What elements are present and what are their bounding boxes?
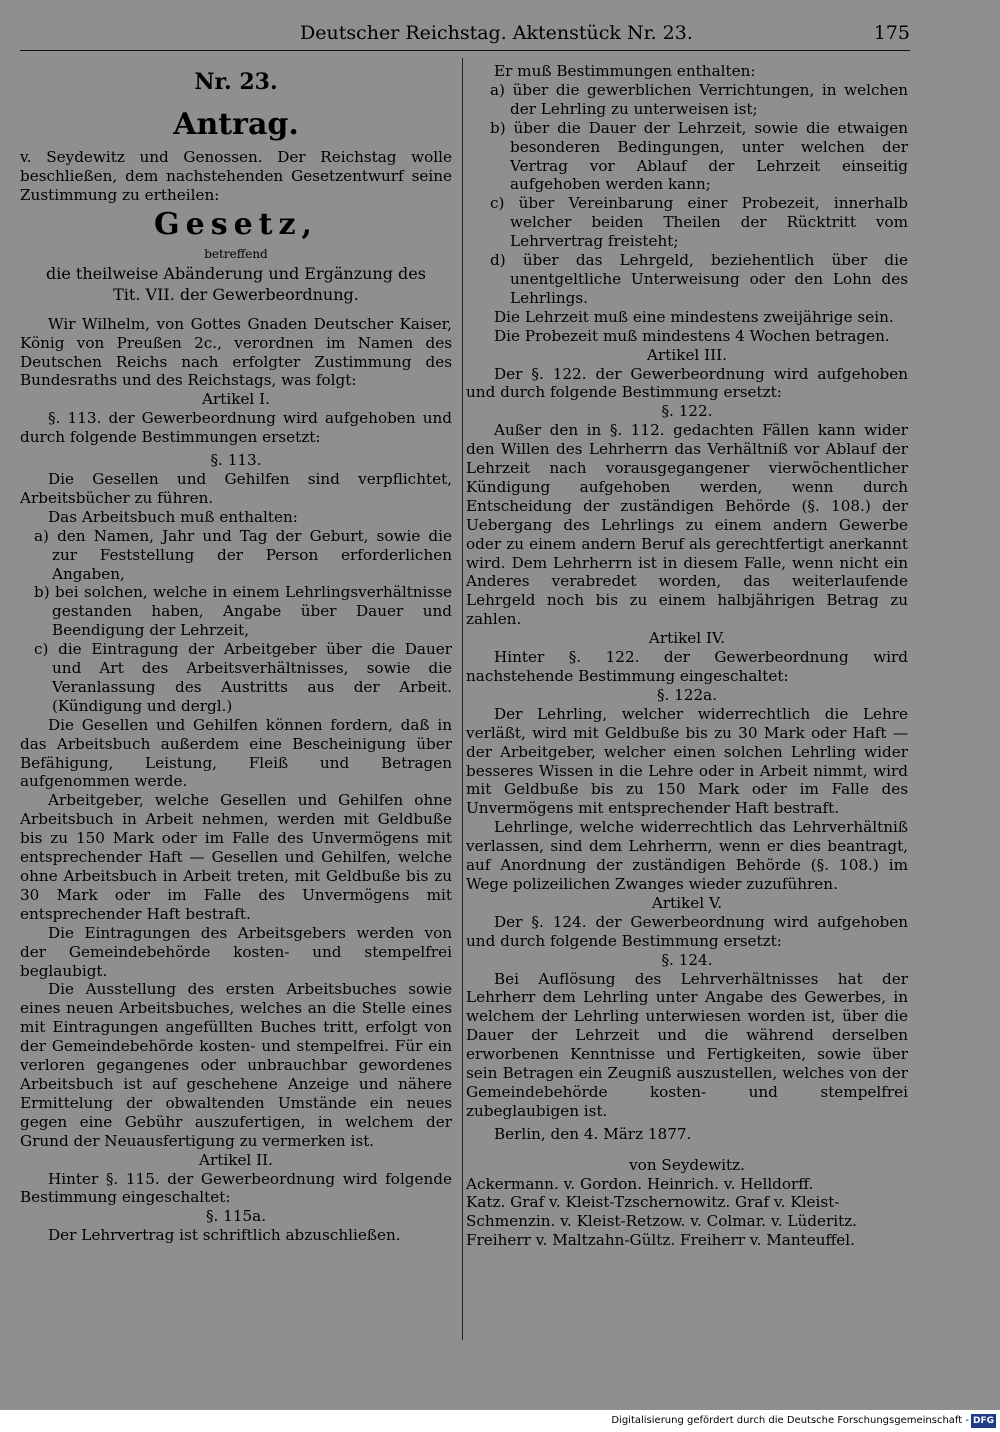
- requirement-a: a) über die gewerblichen Verrichtungen, in welchen der Lehrling zu unterweisen ist;: [490, 80, 908, 118]
- requirement-b: b) über die Dauer der Lehrzeit, sowie die etwaigen besonderen Bedingungen, unter welchen der Vertrag vor Ablauf der Lehrzeit einseitig aufgehoben werden kann;: [490, 118, 908, 194]
- section-113-para-2: Das Arbeitsbuch muß enthalten:: [48, 507, 298, 526]
- section-113-item-c: c) die Eintragung der Arbeitgeber über die Dauer und Art des Arbeitsverhältnisses, sowie die Veranlassung des Austritts aus der Arbeit. (Kündigung und dergl.): [34, 640, 452, 715]
- article-2-text: Hinter §. 115. der Gewerbeordnung wird folgende Bestimmung eingeschaltet:: [20, 1169, 452, 1207]
- article-4-text: Hinter §. 122. der Gewerbeordnung wird nachstehende Bestimmung eingeschaltet:: [466, 648, 908, 685]
- article-1-text: §. 113. der Gewerbeordnung wird aufgehoben und durch folgende Bestimmungen ersetzt:: [20, 409, 452, 447]
- section-122a-heading: §. 122a.: [656, 685, 718, 704]
- column-divider: [462, 58, 463, 1340]
- signature-line-3: Schmenzin. v. Kleist-Retzow. v. Colmar. v. Lüderitz.: [466, 1212, 858, 1231]
- document-number: Nr. 23.: [194, 69, 278, 95]
- section-124-heading: §. 124.: [661, 950, 713, 969]
- section-113-heading: §. 113.: [210, 451, 262, 470]
- section-122-heading: §. 122.: [661, 402, 713, 421]
- preamble: Wir Wilhelm, von Gottes Gnaden Deutscher Kaiser, König von Preußen 2c., verordnen im Namen des Deutschen Reichs nach erfolgter Zustimmung des Bundesraths und des Reichstags, was folgt:: [20, 314, 452, 390]
- signature-line-2: Katz. Graf v. Kleist-Tzschernowitz. Graf v. Kleist-: [466, 1193, 840, 1212]
- section-115a-text: Der Lehrvertrag ist schriftlich abzuschließen.: [48, 1226, 401, 1245]
- requirement-c: c) über Vereinbarung einer Probezeit, innerhalb welcher beiden Theilen der Rücktritt vom Lehrvertrag freisteht;: [490, 194, 908, 251]
- article-3-heading: Artikel III.: [647, 345, 727, 364]
- section-122-text: Außer den in §. 112. gedachten Fällen kann wider den Willen des Lehrherrn das Verhältniß vor Ablauf der Lehrzeit nach vorausgegangener vierwöchentlicher Kündigung aufgehoben werden, wenn durch Entscheidung der zuständigen Behörde (§. 108.) der Uebergang des Lehrlings zu einem andern Gewerbe oder zu einem andern Beruf als gerechtfertigt anerkannt wird. Dem Lehrherrn ist in diesem Falle, wenn nicht ein Anderes verabredet worden, das weiterlaufende Lehrgeld noch bis zu einem halbjährigen Betrag zu zahlen.: [466, 421, 908, 629]
- gesetz-title: Gesetz,: [153, 206, 319, 242]
- probation-duration: Die Probezeit muß mindestens 4 Wochen betragen.: [494, 326, 890, 345]
- section-115a-heading: §. 115a.: [205, 1207, 267, 1226]
- page-header: [300, 22, 910, 50]
- requirement-d: d) über das Lehrgeld, beziehentlich über die unentgeltliche Unterweisung oder den Lohn des Lehrlings.: [490, 251, 908, 307]
- law-subject: die theilweise Abänderung und Ergänzung des Tit. VII. der Gewerbeordnung.: [46, 263, 426, 304]
- lead-signer: von Seydewitz.: [629, 1155, 745, 1174]
- section-113-para-5: Die Eintragungen des Arbeitsgebers werden von der Gemeindebehörde kosten- und stempelfrei beglaubigt.: [20, 923, 452, 980]
- left-column: [20, 62, 452, 1245]
- section-122a-para-2: Lehrlinge, welche widerrechtlich das Lehrverhältniß verlassen, sind dem Lehrherrn, wenn er dies beantragt, auf Anordnung der zuständigen Behörde (§. 108.) im Wege polizeilichen Zwanges wieder zuzuführen.: [466, 818, 908, 893]
- section-122a-para-1: Der Lehrling, welcher widerrechtlich die Lehre verläßt, wird mit Geldbuße bis zu 30 Mark oder Haft — der Arbeitgeber, welcher einen solchen Lehrling wider besseres Wissen in die Lehre oder in Arbeit nimmt, wird mit Geldbuße bis zu 150 Mark oder im Falle des Unvermögens mit entsprechender Haft bestraft.: [466, 704, 908, 818]
- betreffend-label: betreffend: [204, 246, 268, 261]
- article-1-heading: Artikel I.: [202, 390, 270, 409]
- signature-line-1: Ackermann. v. Gordon. Heinrich. v. Helldorff.: [466, 1174, 814, 1193]
- section-113-item-a: a) den Namen, Jahr und Tag der Geburt, sowie die zur Feststellung der Person erforderlichen Angaben,: [34, 526, 452, 583]
- article-3-text: Der §. 122. der Gewerbeordnung wird aufgehoben und durch folgende Bestimmung ersetzt:: [466, 364, 908, 402]
- document-heading: Antrag.: [173, 107, 299, 142]
- article-2-heading: Artikel II.: [199, 1150, 273, 1169]
- header-title: Deutscher Reichstag. Aktenstück Nr. 23.: [300, 22, 693, 44]
- section-113-para-6: Die Ausstellung des ersten Arbeitsbuches sowie eines neuen Arbeitsbuches, welches an die Stelle eines mit Eintragungen angefüllten Buches tritt, erfolgt von der Gemeindebehörde kosten- und stempelfrei. Für ein verloren gegangenes oder unbrauchbar gewordenes Arbeitsbuch ist auf geschehene Anzeige und nähere Ermittelung der obwaltenden Umstände ein neues gegen eine Gebühr auszufertigen, in welchem der Grund der Neuausfertigung zu vermerken ist.: [20, 980, 452, 1150]
- date-line: Berlin, den 4. März 1877.: [494, 1124, 692, 1143]
- article-5-text: Der §. 124. der Gewerbeordnung wird aufgehoben und durch folgende Bestimmung ersetzt:: [466, 912, 908, 950]
- article-5-heading: Artikel V.: [651, 893, 723, 912]
- article-4-heading: Artikel IV.: [648, 629, 726, 648]
- section-124-text: Bei Auflösung des Lehrverhältnisses hat der Lehrherr dem Lehrling unter Angabe des Gewerbes, in welchem der Lehrling unterwiesen worden ist, über die Dauer der Lehrzeit und die während derselben erworbenen Kenntnisse und Fertigkeiten, sowie über sein Betragen ein Zeugniß auszustellen, welches von der Gemeindebehörde kosten- und stempelfrei zubeglaubigen ist.: [466, 969, 908, 1120]
- header-rule: [20, 50, 910, 51]
- apprenticeship-duration: Die Lehrzeit muß eine mindestens zweijährige sein.: [494, 307, 894, 326]
- contract-requirements: Er muß Bestimmungen enthalten:: [494, 62, 756, 80]
- intro-paragraph: v. Seydewitz und Genossen. Der Reichstag wolle beschließen, dem nachstehenden Gesetzentwurf seine Zustimmung zu ertheilen:: [20, 148, 452, 204]
- section-113-para-4: Arbeitgeber, welche Gesellen und Gehilfen ohne Arbeitsbuch in Arbeit nehmen, werden mit Geldbuße bis zu 150 Mark oder im Falle des Unvermögens mit entsprechender Haft — Gesellen und Gehilfen, welche ohne Arbeitsbuch in Arbeit treten, mit Geldbuße bis zu 30 Mark oder im Falle des Unvermögens mit entsprechender Haft bestraft.: [20, 791, 452, 923]
- dfg-logo: DFG: [972, 1416, 994, 1426]
- signature-line-4: Freiherr v. Maltzahn-Gültz. Freiherr v. Manteuffel.: [466, 1231, 855, 1250]
- section-113-item-b: b) bei solchen, welche in einem Lehrlingsverhältnisse gestanden haben, Angabe über Dauer und Beendigung der Lehrzeit,: [34, 583, 452, 640]
- right-column: [466, 62, 908, 1250]
- section-113-para-1: Die Gesellen und Gehilfen sind verpflichtet, Arbeitsbücher zu führen.: [20, 469, 452, 507]
- digitization-credit: [560, 1414, 1000, 1428]
- page-number: 175: [873, 22, 910, 44]
- credit-text: Digitalisierung gefördert durch die Deutsche Forschungsgemeinschaft -: [611, 1415, 969, 1426]
- section-113-para-3: Die Gesellen und Gehilfen können fordern, daß in das Arbeitsbuch außerdem eine Bescheinigung über Befähigung, Leistung, Fleiß und Betragen aufgenommen werde.: [20, 715, 452, 791]
